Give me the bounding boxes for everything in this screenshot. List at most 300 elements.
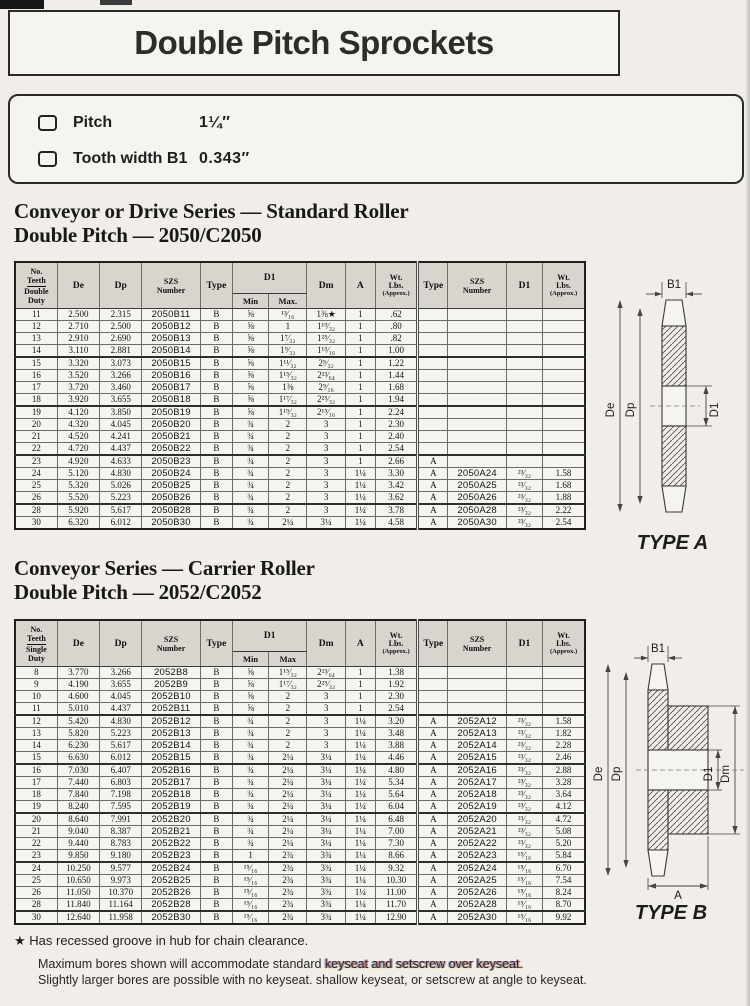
cell: 9.32 [375,862,417,875]
table-row [15,667,585,679]
cell: 9.180 [100,850,142,863]
cell: 5.223 [100,728,142,740]
cell: B [200,309,232,321]
table-row [15,382,585,394]
cell: 1 [345,679,375,691]
cell: 11 [15,309,57,321]
cell: A [418,504,448,517]
cell: 2.88 [543,764,585,777]
cell: 3.266 [100,667,142,679]
dim-label-de: De [593,766,605,782]
cell: 11.840 [57,899,99,912]
cell: 5.84 [543,850,585,863]
cell: B [200,899,232,912]
cell: 1 [345,309,375,321]
cell: 1 [345,703,375,716]
table-row [15,345,585,358]
cell: 1¼ [345,764,375,777]
cell: 8.240 [57,801,99,814]
cell: 2¼ [269,838,307,850]
cell: 2052A30 [448,911,506,924]
cell: ¹⁵⁄₁₆ [506,899,542,912]
cell: 2052A19 [448,801,506,814]
cell: 2052B15 [142,752,200,765]
checkbox-bullet-icon [38,115,57,131]
cell: 1 [345,667,375,679]
cell: 2.500 [100,321,142,333]
cell: A [418,850,448,863]
cell: 2052A17 [448,777,506,789]
cell: ¾ [232,419,268,431]
cell: 2050B19 [142,406,200,419]
cell: 3.266 [100,370,142,382]
cell: 6.04 [375,801,417,814]
cell: 2052B23 [142,850,200,863]
cell: 1.58 [543,715,585,728]
cell: 5.08 [543,826,585,838]
cell [448,679,506,691]
header-d1-min: Min [232,652,268,667]
cell [543,370,585,382]
cell: .80 [375,321,417,333]
cell: 3 [307,468,345,480]
cell [506,406,542,419]
cell: 1¼ [345,480,375,492]
cell: 23 [15,850,57,863]
cell: ²³⁄₃₂ [506,764,542,777]
cell: 3 [307,740,345,752]
cell: ¾ [232,431,268,443]
cell: ¾ [232,455,268,468]
note-text-smudged: keyseat and setscrew over keyseat. [324,957,523,971]
cell: 4.320 [57,419,99,431]
cell: 10.650 [57,875,99,887]
cell: 1¼ [345,826,375,838]
cell: A [418,826,448,838]
cell [506,667,542,679]
cell [506,370,542,382]
cell: 2⁹⁄₁₆ [307,382,345,394]
cell: 2¾ [269,850,307,863]
cell: 6.230 [57,740,99,752]
cell: 5.120 [57,468,99,480]
cell: B [200,826,232,838]
cell [506,333,542,345]
table-header [15,620,585,667]
section-heading-line2: Double Pitch — 2050/C2050 [14,223,262,247]
cell [418,443,448,456]
cell: ²³⁄₃₂ [506,715,542,728]
table-row [15,728,585,740]
cell: 1.58 [543,468,585,480]
cell: 1 [232,850,268,863]
cell: 3.28 [543,777,585,789]
cell: 1.44 [375,370,417,382]
cell: 2050B11 [142,309,200,321]
cell [418,345,448,358]
cell [506,431,542,443]
cell: 1.68 [543,480,585,492]
page-title: Double Pitch Sprockets [134,24,494,61]
cell: 3 [307,455,345,468]
cell: 3¼ [307,777,345,789]
cell: B [200,345,232,358]
cell: 3¾ [307,887,345,899]
table-row [15,333,585,345]
cell: 1 [345,455,375,468]
cell: 20 [15,813,57,826]
cell: ¹⁵⁄₁₆ [232,911,268,924]
cell: A [418,764,448,777]
cell: .62 [375,309,417,321]
cell: 2050B25 [142,480,200,492]
cell: .82 [375,333,417,345]
cell: ⅝ [232,309,268,321]
cell: 2.46 [543,752,585,765]
cell: 2050B24 [142,468,200,480]
cell [506,309,542,321]
cell: B [200,911,232,924]
cell: 1 [345,345,375,358]
table-row [15,740,585,752]
cell: 3 [307,715,345,728]
spec-label: Tooth width B1 [73,150,188,167]
cell: 5.420 [57,715,99,728]
cell: 1 [345,691,375,703]
cell: A [418,911,448,924]
header-de: De [57,620,99,667]
cell: ²³⁄₃₂ [506,728,542,740]
cell: 2050A28 [448,504,506,517]
cell: 2 [269,468,307,480]
cell: 2.30 [375,691,417,703]
cell: 2 [269,431,307,443]
cell: 5.223 [100,492,142,505]
header-teeth: No. Teeth Double Duty [15,262,57,309]
cell: B [200,370,232,382]
cell: 7.030 [57,764,99,777]
cell: 1¹⁹⁄₃₂ [307,321,345,333]
cell: 1.38 [375,667,417,679]
cell: ⅝ [232,703,268,716]
cell: 2 [269,703,307,716]
cell: A [418,777,448,789]
cell: 4.58 [375,517,417,530]
type-a-diagram [600,278,745,541]
cell: 7.440 [57,777,99,789]
cell: ⅝ [232,691,268,703]
cell: B [200,394,232,407]
cell: ⅝ [232,406,268,419]
cell: 3.62 [375,492,417,505]
cell: B [200,887,232,899]
cell: 2.710 [57,321,99,333]
type-b-label: TYPE B [634,902,708,924]
table-row [15,691,585,703]
cell: A [418,813,448,826]
cell: 22 [15,838,57,850]
cell: 8.24 [543,887,585,899]
cell: 6.012 [100,752,142,765]
cell [418,394,448,407]
cell: 7.198 [100,789,142,801]
cell: 3¾ [307,850,345,863]
cell: 3 [307,480,345,492]
cell: 1¼ [345,862,375,875]
cell: 2⁵⁄₃₂ [307,357,345,370]
cell: 7.840 [57,789,99,801]
header-a: A [345,620,375,667]
cell: B [200,862,232,875]
table-row [15,850,585,863]
table-row [15,394,585,407]
spec-row-pitch [38,112,230,134]
cell: 1 [345,382,375,394]
cell: A [418,517,448,530]
cell: 3¼ [307,517,345,530]
cell: ¾ [232,492,268,505]
type-a-label: TYPE A [636,532,709,554]
cell: ¾ [232,517,268,530]
cell: 2052B14 [142,740,200,752]
cell: 7.00 [375,826,417,838]
cell: 1 [269,321,307,333]
cell: 6.630 [57,752,99,765]
cell: 1¼ [345,813,375,826]
cell: 2²³⁄₆₄ [307,667,345,679]
cell: 1¹¹⁄₃₂ [269,357,307,370]
cell: ¹⁵⁄₁₆ [232,875,268,887]
cell: 2050B22 [142,443,200,456]
spec-box [8,94,744,184]
cell: 2052A18 [448,789,506,801]
cell: 9.92 [543,911,585,924]
cell: B [200,764,232,777]
cell: 6.70 [543,862,585,875]
cell: 9.440 [57,838,99,850]
cell: ¹⁵⁄₁₆ [506,887,542,899]
cell: 1.22 [375,357,417,370]
checkbox-bullet-icon [38,151,57,167]
cell: 1.92 [375,679,417,691]
cell: 2¹⁵⁄₁₆ [307,406,345,419]
cell: 1¼ [345,468,375,480]
cell: ¾ [232,838,268,850]
cell: 9.040 [57,826,99,838]
cell [543,333,585,345]
cell [506,419,542,431]
cell: ⅝ [232,370,268,382]
header-wt: Wt. Lbs. (Approx.) [375,620,417,667]
table-row [15,443,585,456]
cell: 4.830 [100,715,142,728]
scan-artifact [0,0,44,9]
cell: 8.66 [375,850,417,863]
cell [448,667,506,679]
cell: B [200,321,232,333]
cell: 3.78 [375,504,417,517]
cell: ²³⁄₃₂ [506,789,542,801]
cell: 1¼ [345,887,375,899]
cell: B [200,357,232,370]
cell: 2 [269,728,307,740]
header-type-a: Type [418,620,448,667]
table-row [15,777,585,789]
cell: ⅝ [232,667,268,679]
cell: 2052B9 [142,679,200,691]
cell: 3.64 [543,789,585,801]
cell: ¹⁵⁄₁₆ [506,911,542,924]
cell: ¹⁵⁄₁₆ [506,850,542,863]
cell: 7.54 [543,875,585,887]
cell: 3 [307,492,345,505]
cell: ¹⁵⁄₁₆ [506,875,542,887]
cell: 3.770 [57,667,99,679]
cell: 2¾ [269,911,307,924]
cell: 2¼ [269,777,307,789]
cell [506,345,542,358]
cell: 2¼ [269,789,307,801]
cell [418,309,448,321]
cell: 2.690 [100,333,142,345]
cell: 5.320 [57,480,99,492]
cell: 2052A28 [448,899,506,912]
cell: 2052B21 [142,826,200,838]
cell: 5.34 [375,777,417,789]
cell: B [200,667,232,679]
cell: 3¾ [307,875,345,887]
cell: B [200,850,232,863]
cell: 1 [345,419,375,431]
cell: 9 [15,679,57,691]
cell [543,443,585,456]
cell: 1 [345,406,375,419]
cell: 5.026 [100,480,142,492]
cell: B [200,838,232,850]
title-box [8,10,620,76]
header-wt-a: Wt. Lbs. (Approx.) [543,620,585,667]
cell: 2¼ [269,801,307,814]
cell [418,333,448,345]
cell [448,333,506,345]
cell: B [200,480,232,492]
cell: 3¼ [307,838,345,850]
cell: A [418,838,448,850]
cell [448,309,506,321]
cell: B [200,715,232,728]
type-b-drawing [592,642,750,900]
cell: 2052B25 [142,875,200,887]
cell: 12 [15,321,57,333]
cell: ¾ [232,715,268,728]
dim-label-b1: B1 [650,643,666,655]
cell: 2052A23 [448,850,506,863]
cell: A [418,715,448,728]
cell: 3.850 [100,406,142,419]
spec-row-tooth-width [38,148,250,170]
cell: 1¼ [345,715,375,728]
type-b-diagram [592,642,750,905]
cell: 3 [307,431,345,443]
cell: ²³⁄₃₂ [506,492,542,505]
cell: 1¼ [345,801,375,814]
cell [448,431,506,443]
cell: 3.720 [57,382,99,394]
cell: 2.28 [543,740,585,752]
cell [448,382,506,394]
dim-label-a: A [674,890,682,900]
cell: A [418,887,448,899]
cell: 1.94 [375,394,417,407]
table-row [15,321,585,333]
cell [543,431,585,443]
cell: B [200,419,232,431]
section-heading-line1: Conveyor or Drive Series — Standard Roller [14,199,409,223]
cell [543,419,585,431]
cell: 2 [269,419,307,431]
table-row [15,406,585,419]
cell: 5.64 [375,789,417,801]
cell: 6.803 [100,777,142,789]
cell: 2¾ [269,875,307,887]
cell: 6.012 [100,517,142,530]
table-row [15,517,585,530]
cell: 2¼ [269,764,307,777]
cell: 2052A16 [448,764,506,777]
cell: 2052B10 [142,691,200,703]
cell: B [200,801,232,814]
header-type: Type [200,620,232,667]
cell: 1 [345,443,375,456]
cell [448,691,506,703]
cell: ¾ [232,801,268,814]
note-max-bores [38,957,523,971]
cell: 3.920 [57,394,99,407]
cell: 4.46 [375,752,417,765]
cell [506,455,542,468]
table-body [15,667,585,925]
cell: 6.320 [57,517,99,530]
table-body [15,309,585,530]
cell: 7.595 [100,801,142,814]
cell [418,691,448,703]
cell: 1 [345,370,375,382]
cell: B [200,703,232,716]
cell: 2052A21 [448,826,506,838]
cell: 2 [269,715,307,728]
table-row [15,887,585,899]
cell: B [200,813,232,826]
header-d1-a: D1 [506,262,542,309]
cell: 2¼ [269,517,307,530]
cell: 2050B26 [142,492,200,505]
spec-label: Pitch [73,114,113,131]
note-larger-bores: Slightly larger bores are possible with no keyseat. shallow keyseat, or setscrew at angle to keyseat. [38,973,587,987]
cell: 3.110 [57,345,99,358]
cell: 1⁷⁄₃₂ [269,333,307,345]
cell: 2¼ [269,752,307,765]
cell: 1¼ [345,875,375,887]
cell: ²³⁄₃₂ [506,801,542,814]
header-szs-a: SZS Number [448,620,506,667]
cell: 2.881 [100,345,142,358]
cell: 4.045 [100,691,142,703]
cell: ²³⁄₃₂ [506,838,542,850]
cell: 1.82 [543,728,585,740]
cell: 2 [269,740,307,752]
cell: 1¹⁵⁄₁₆ [307,345,345,358]
cell: B [200,875,232,887]
